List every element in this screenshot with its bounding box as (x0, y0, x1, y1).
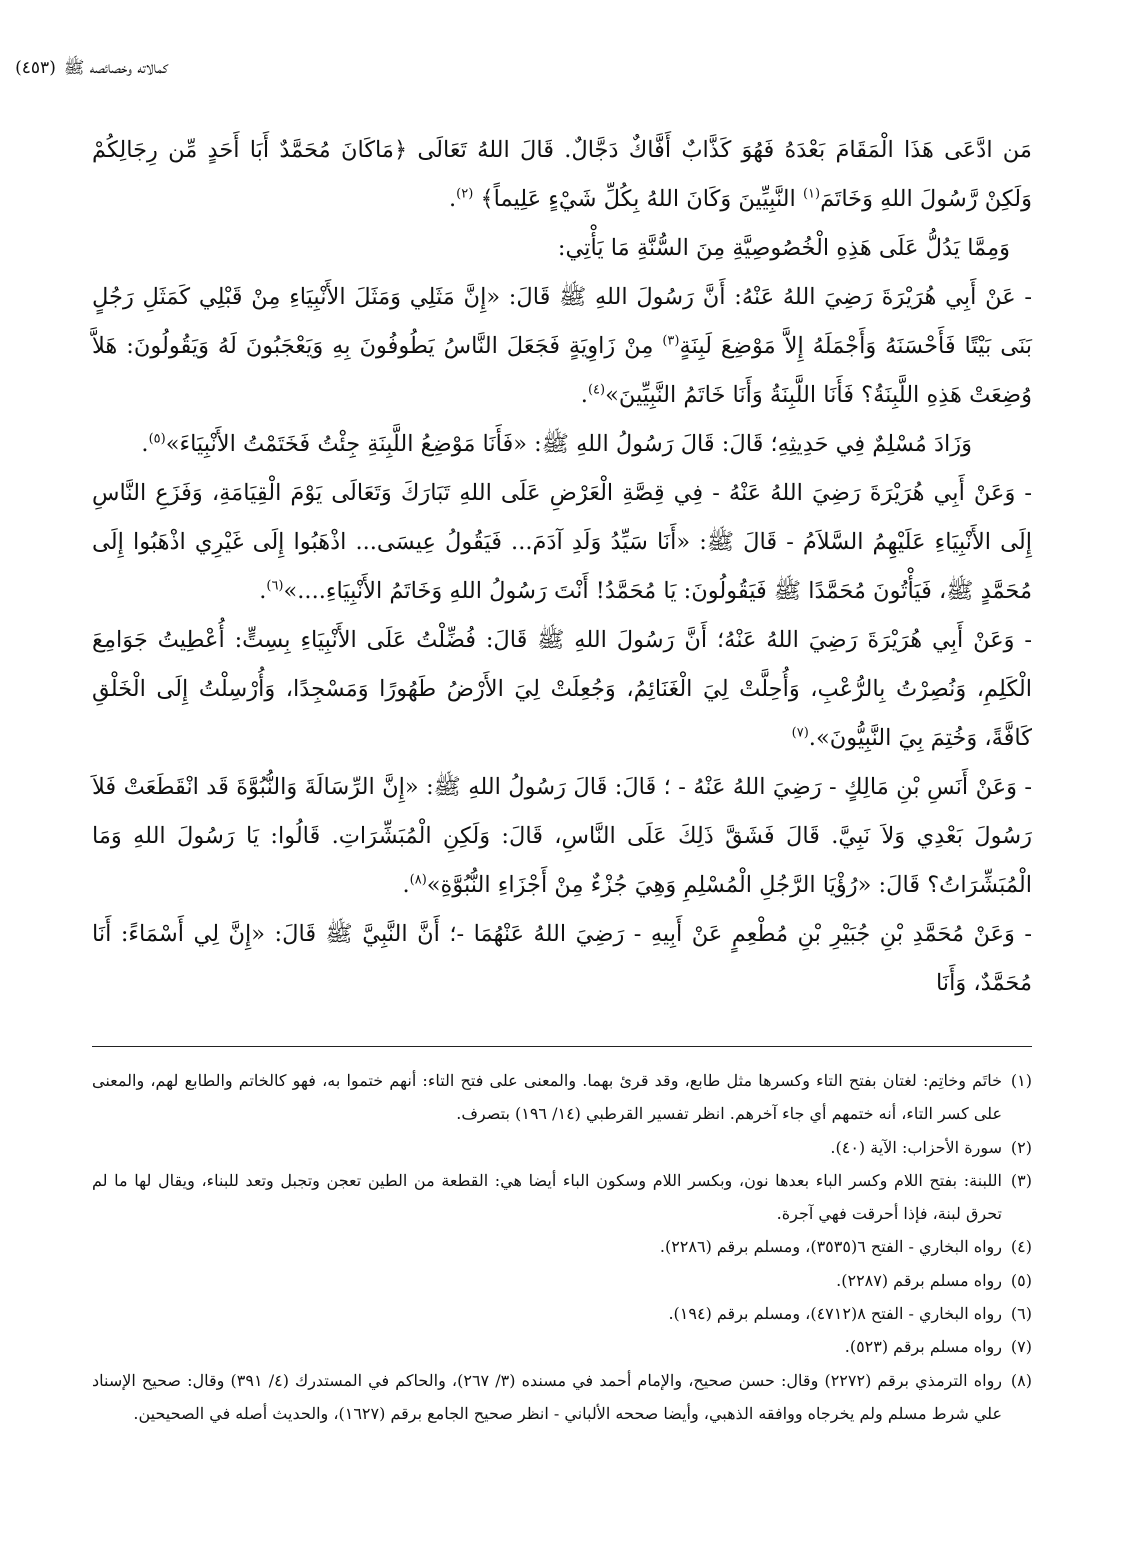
footnote: (٧) رواه مسلم برقم (٥٢٣). (92, 1330, 1032, 1363)
footnote-number: (٢) (1010, 1137, 1032, 1157)
footnote-ref[interactable]: (٢) (456, 186, 474, 202)
footnote: (٨) رواه الترمذي برقم (٢٢٧٢) وقال: حسن صحيح، والإمام أحمد في مسنده (٣/ ٢٦٧)، والحاكم في المستدرك (٤/ ٣٩١) وقال: صحيح الإسناد علي شرط مسلم ولم يخرجاه ووافقه الذهبي، وأيضا صححه الألباني - انظر صحيح الجامع برقم (١٦٢٧)، والحديث أصله في الصحيحين. (92, 1364, 1032, 1431)
paragraph: مَن ادَّعَى هَذَا الْمَقَامَ بَعْدَهُ فَهُوَ كَذَّابٌ أَفَّاكٌ دَجَّالٌ. قَالَ اللهُ تَعَالَى ﴿مَاكَانَ مُحَمَّدٌ أَبَا أَحَدٍ مِّن رِجَالِكُمْ وَلَكِنْ رَّسُولَ اللهِ وَخَاتَمَ$^{(١)}$ النَّبِيِّينَ وَكَانَ اللهُ بِكُلِّ شَيْءٍ عَلِيماً﴾ $^{(٢)}$. (92, 137, 1032, 212)
paragraph: - وَعَنْ مُحَمَّدِ بْنِ جُبَيْرِ بْنِ مُطْعِمٍ عَنْ أَبِيهِ - رَضِيَ اللهُ عَنْهُمَا -؛ أَنَّ النَّبِيَّ ﷺ قَالَ: «إِنَّ لِي أَسْمَاءً: أَنَا مُحَمَّدٌ، وَأَنَا (92, 921, 1032, 996)
footnote: (١) خاتَم وخاتِم: لغتان بفتح التاء وكسرها مثل طابع، وقد قرئ بهما. والمعنى على فتح التاء: أنهم ختموا به، فهو كالخاتم والطابع لهم، والمعنى على كسر التاء، أنه ختمهم أي جاء آخرهم. انظر تفسير القرطبي (١٤/ ١٩٦) بتصرف. (92, 1064, 1032, 1131)
footnote-divider (92, 1046, 1032, 1047)
header-page-number: (٤٥٣) (15, 58, 56, 78)
main-text (92, 126, 1032, 1008)
paragraph: وَمِمَّا يَدُلُّ عَلَى هَذِهِ الْخُصُوصِيَّةِ مِنَ السُّنَّةِ مَا يَأْتِي: (557, 235, 1010, 261)
footnote-number: (٦) (1010, 1304, 1032, 1324)
footnotes (92, 1064, 1032, 1430)
footnote-number: (٧) (1010, 1337, 1032, 1357)
footnote-number: (٣) (1010, 1170, 1032, 1190)
footnote-ref[interactable]: (٣) (662, 333, 680, 349)
footnote-ref[interactable]: (٤) (587, 382, 606, 398)
footnote: (٥) رواه مسلم برقم (٢٢٨٧). (92, 1264, 1032, 1297)
header-title: كمالاته وخصائصه ﷺ (63, 58, 168, 78)
footnote-number: (١) (1010, 1071, 1032, 1090)
footnote-ref[interactable]: (٦) (266, 578, 284, 594)
footnote-ref[interactable]: (٥) (148, 431, 166, 447)
paragraph: - وَعَنْ أَبِي هُرَيْرَةَ رَضِيَ اللهُ عَنْهُ - فِي قِصَّةِ الْعَرْضِ عَلَى اللهِ تَبَارَكَ وَتَعَالَى يَوْمَ الْقِيَامَةِ، وَفَزَعِ النَّاسِ إِلَى الأَنْبِيَاءِ عَلَيْهِمُ السَّلاَمُ - قَالَ ﷺ: «أَنَا سَيِّدُ وَلَدِ آدَمَ... فَيَقُولُ عِيسَى... اذْهَبُوا إِلَى غَيْرِي اذْهَبُوا إِلَى مُحَمَّدٍ ﷺ، فَيَأْتُونَ مُحَمَّدًا ﷺ فَيَقُولُونَ: يَا مُحَمَّدُ! أَنْتَ رَسُولُ اللهِ وَخَاتَمُ الأَنْبِيَاءِ....»$^{(٦)}$. (92, 480, 1032, 604)
footnote-number: (٥) (1010, 1270, 1032, 1290)
paragraph: - عَنْ أَبِي هُرَيْرَةَ رَضِيَ اللهُ عَنْهُ: أَنَّ رَسُولَ اللهِ ﷺ قَالَ: «إِنَّ مَثَلِي وَمَثَلَ الأَنْبِيَاءِ مِنْ قَبْلِي كَمَثَلِ رَجُلٍ بَنَى بَيْتًا فَأَحْسَنَهُ وَأَجْمَلَهُ إِلاَّ مَوْضِعَ لَبِنَةٍ$^{(٣)}$ مِنْ زَاوِيَةٍ فَجَعَلَ النَّاسُ يَطُوفُونَ بِهِ وَيَعْجَبُونَ لَهُ وَيَقُولُونَ: هَلاَّ وُضِعَتْ هَذِهِ اللَّبِنَةُ؟ فَأَنَا اللَّبِنَةُ وَأَنَا خَاتَمُ النَّبِيِّينَ»$^{(٤)}$. (92, 284, 1032, 408)
footnote-ref[interactable]: (١) (802, 186, 821, 202)
paragraph: - وَعَنْ أَنَسِ بْنِ مَالِكٍ - رَضِيَ اللهُ عَنْهُ - ؛ قَالَ: قَالَ رَسُولُ اللهِ ﷺ: «إِنَّ الرِّسَالَةَ وَالنُّبُوَّةَ قَد انْقَطَعَتْ فَلاَ رَسُولَ بَعْدِي وَلاَ نَبِيَّ. قَالَ فَشَقَّ ذَلِكَ عَلَى النَّاسِ، قَالَ: وَلَكِنِ الْمُبَشِّرَاتِ. قَالُوا: يَا رَسُولَ اللهِ وَمَا الْمُبَشِّرَاتُ؟ قَالَ: «رُؤْيَا الرَّجُلِ الْمُسْلِمِ وَهِيَ جُزْءٌ مِنْ أَجْزَاءِ النُّبُوَّةِ»$^{(٨)}$. (92, 774, 1032, 898)
paragraph: - وَعَنْ أَبِي هُرَيْرَةَ رَضِيَ اللهُ عَنْهُ؛ أَنَّ رَسُولَ اللهِ ﷺ قَالَ: فُضِّلْتُ عَلَى الأَنْبِيَاءِ بِسِتٍّ: أُعْطِيتُ جَوَامِعَ الْكَلِمِ، وَنُصِرْتُ بِالرُّعْبِ، وَأُحِلَّتْ لِيَ الْغَنَائِمُ، وَجُعِلَتْ لِيَ الأَرْضُ طَهُورًا وَمَسْجِدًا، وَأُرْسِلْتُ إِلَى الْخَلْقِ كَافَّةً، وَخُتِمَ بِيَ النَّبِيُّونَ».$^{(٧)}$ (92, 627, 1032, 751)
footnote-ref[interactable]: (٧) (791, 725, 809, 741)
footnote-ref[interactable]: (٨) (409, 872, 427, 888)
footnote: (٢) سورة الأحزاب: الآية (٤٠). (92, 1131, 1032, 1164)
footnote-number: (٨) (1010, 1370, 1032, 1390)
footnote-number: (٤) (1010, 1237, 1032, 1257)
footnote: (٤) رواه البخاري - الفتح ٦(٣٥٣٥)، ومسلم برقم (٢٢٨٦). (92, 1230, 1032, 1263)
footnote: (٦) رواه البخاري - الفتح ٨(٤٧١٢)، ومسلم برقم (١٩٤). (92, 1297, 1032, 1330)
footnote: (٣) اللبنة: بفتح اللام وكسر الباء بعدها نون، وبكسر اللام وسكون الباء أيضا هي: القطعة من الطين تعجن وتجبل وتعد للبناء، ويقال لها ما لم تحرق لبنة، فإذا أحرقت فهي آجرة. (92, 1164, 1032, 1231)
paragraph: وَزَادَ مُسْلِمٌ فِي حَدِيثِهِ؛ قَالَ: قَالَ رَسُولُ اللهِ ﷺ: «فَأَنَا مَوْضِعُ اللَّبِنَةِ جِئْتُ فَخَتَمْتُ الأَنْبِيَاءَ»$^{(٥)}$. (141, 431, 972, 457)
